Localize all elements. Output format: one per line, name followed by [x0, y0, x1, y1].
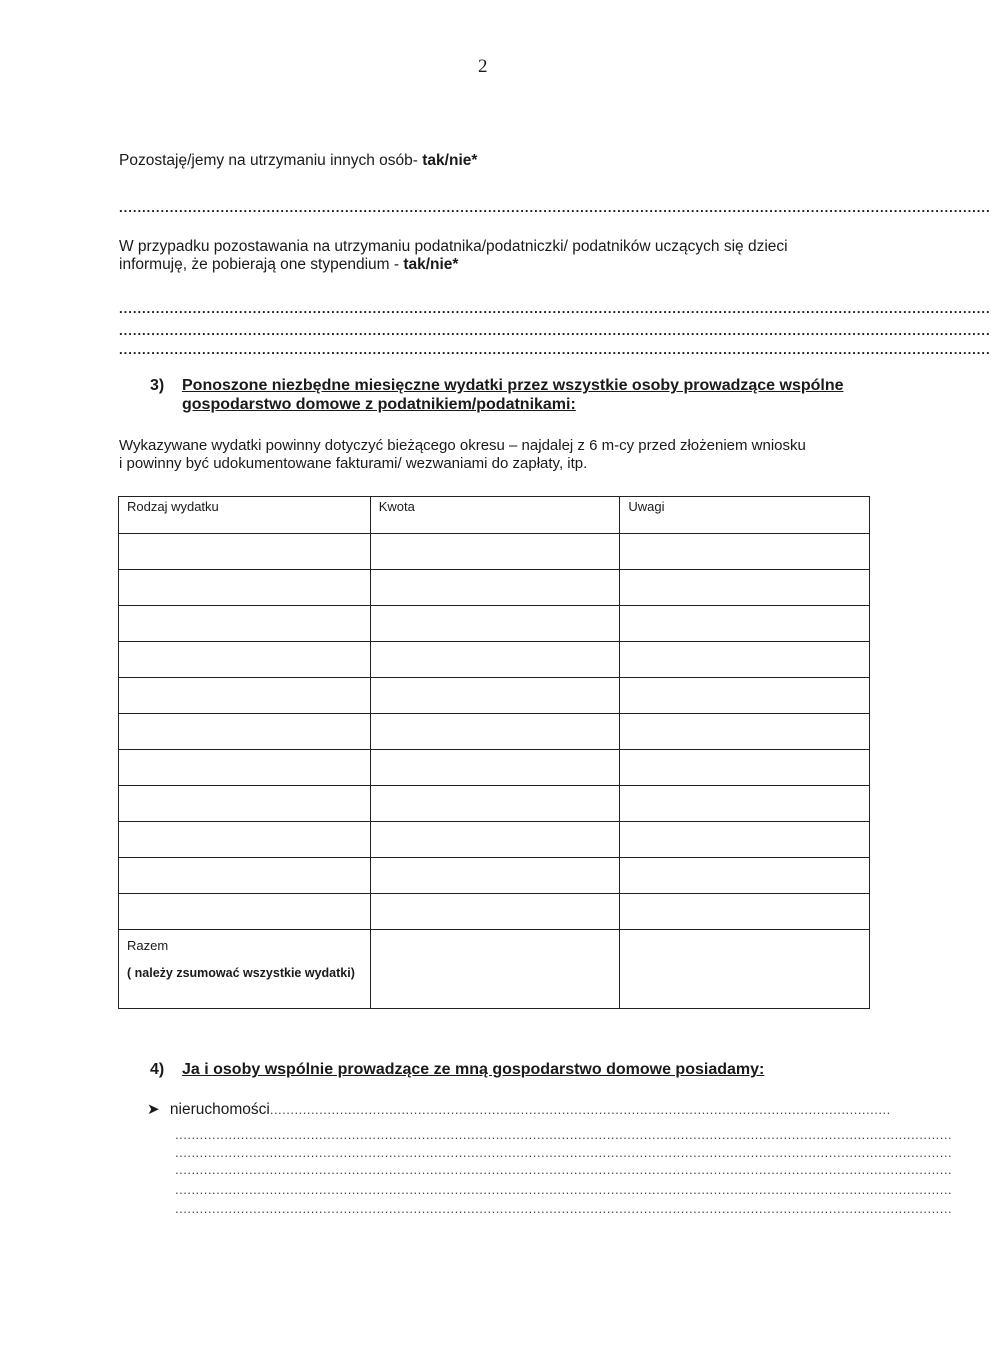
- students-answer-option: tak/nie*: [403, 256, 459, 273]
- table-row: [119, 750, 870, 786]
- section-3-note: [119, 437, 864, 473]
- students-answer-line-2[interactable]: .............................................................................................................................................................................................: [119, 323, 991, 338]
- students-question-line2-text: informuję, że pobierają one stypendium -: [119, 256, 400, 273]
- table-row: [119, 894, 870, 930]
- header-notes: Uwagi: [620, 497, 870, 534]
- notes-cell[interactable]: [620, 750, 870, 786]
- section-3-title-line1: Ponoszone niezbędne miesięczne wydatki przez wszystkie osoby prowadzące wspólne: [182, 377, 844, 394]
- amount-cell[interactable]: [370, 894, 620, 930]
- table-row: [119, 606, 870, 642]
- total-instruction: ( należy zsumować wszystkie wydatki): [127, 966, 355, 980]
- amount-cell[interactable]: [370, 750, 620, 786]
- amount-cell[interactable]: [370, 858, 620, 894]
- dependents-answer-line[interactable]: .............................................................................................................................................................................................: [119, 200, 991, 215]
- property-answer-line-5[interactable]: .............................................................................................................................................................................................: [175, 1201, 953, 1216]
- students-question-line2: [119, 256, 859, 274]
- table-row: [119, 570, 870, 606]
- expenses-total-row: [119, 930, 870, 1009]
- notes-cell[interactable]: [620, 822, 870, 858]
- header-amount: Kwota: [370, 497, 620, 534]
- students-answer-line-1[interactable]: .............................................................................................................................................................................................: [119, 301, 991, 316]
- header-expense-type: Rodzaj wydatku: [119, 497, 371, 534]
- notes-cell[interactable]: [620, 858, 870, 894]
- notes-cell[interactable]: [620, 714, 870, 750]
- expense-type-cell[interactable]: [119, 894, 371, 930]
- section-4-number: 4): [150, 1061, 165, 1078]
- expenses-table-header: [119, 497, 870, 534]
- dependents-question: [119, 152, 477, 170]
- table-row: [119, 642, 870, 678]
- property-answer-line-inline[interactable]: .......................................................................................................................................................: [269, 1102, 891, 1117]
- amount-cell[interactable]: [370, 570, 620, 606]
- students-answer-line-3[interactable]: .............................................................................................................................................................................................: [119, 342, 991, 357]
- property-answer-line-1[interactable]: .............................................................................................................................................................................................: [175, 1127, 953, 1142]
- amount-cell[interactable]: [370, 678, 620, 714]
- property-answer-line-4[interactable]: .............................................................................................................................................................................................: [175, 1182, 953, 1197]
- property-answer-line-3[interactable]: .............................................................................................................................................................................................: [175, 1162, 953, 1177]
- notes-cell[interactable]: [620, 534, 870, 570]
- expense-type-cell[interactable]: [119, 606, 371, 642]
- section-3-title-line2: gospodarstwo domowe z podatnikiem/podatnikami:: [182, 396, 576, 413]
- total-label: Razem: [127, 938, 169, 953]
- expenses-table: [118, 496, 870, 1009]
- total-amount-cell[interactable]: [370, 930, 620, 1009]
- students-question: [119, 238, 859, 274]
- arrow-bullet-icon: ➤: [147, 1101, 160, 1118]
- students-question-line1: W przypadku pozostawania na utrzymaniu podatnika/podatniczki/ podatników uczących się dzieci: [119, 238, 788, 255]
- notes-cell[interactable]: [620, 786, 870, 822]
- table-row: [119, 822, 870, 858]
- amount-cell[interactable]: [370, 534, 620, 570]
- amount-cell[interactable]: [370, 714, 620, 750]
- amount-cell[interactable]: [370, 822, 620, 858]
- section-4-title: Ja i osoby wspólnie prowadzące ze mną gospodarstwo domowe posiadamy:: [182, 1061, 765, 1078]
- expense-type-cell[interactable]: [119, 642, 371, 678]
- total-notes-cell[interactable]: [620, 930, 870, 1009]
- expense-type-cell[interactable]: [119, 858, 371, 894]
- property-item: [147, 1101, 891, 1119]
- table-row: [119, 858, 870, 894]
- section-3-note-line2: i powinny być udokumentowane fakturami/ wezwaniami do zapłaty, itp.: [119, 455, 588, 472]
- notes-cell[interactable]: [620, 678, 870, 714]
- table-row: [119, 786, 870, 822]
- section-3-note-line1: Wykazywane wydatki powinny dotyczyć bieżącego okresu – najdalej z 6 m-cy przed złożeniem wniosku: [119, 437, 806, 454]
- expense-type-cell[interactable]: [119, 714, 371, 750]
- notes-cell[interactable]: [620, 606, 870, 642]
- property-label: nieruchomości: [169, 1101, 270, 1118]
- table-row: [119, 534, 870, 570]
- property-answer-line-2[interactable]: .............................................................................................................................................................................................: [175, 1145, 953, 1160]
- dependents-question-text: Pozostaję/jemy na utrzymaniu innych osób-: [119, 152, 418, 169]
- table-row: [119, 714, 870, 750]
- expense-type-cell[interactable]: [119, 678, 371, 714]
- notes-cell[interactable]: [620, 642, 870, 678]
- amount-cell[interactable]: [370, 606, 620, 642]
- expense-type-cell[interactable]: [119, 534, 371, 570]
- dependents-answer-option: tak/nie*: [422, 152, 478, 169]
- total-label-cell: [119, 930, 371, 1009]
- expense-type-cell[interactable]: [119, 822, 371, 858]
- table-row: [119, 678, 870, 714]
- amount-cell[interactable]: [370, 786, 620, 822]
- notes-cell[interactable]: [620, 570, 870, 606]
- section-3-heading: [150, 376, 860, 414]
- expense-type-cell[interactable]: [119, 570, 371, 606]
- expense-type-cell[interactable]: [119, 750, 371, 786]
- notes-cell[interactable]: [620, 894, 870, 930]
- amount-cell[interactable]: [370, 642, 620, 678]
- section-3-number: 3): [150, 377, 165, 394]
- section-4-heading: [150, 1060, 870, 1079]
- page-number: 2: [478, 56, 488, 77]
- expense-type-cell[interactable]: [119, 786, 371, 822]
